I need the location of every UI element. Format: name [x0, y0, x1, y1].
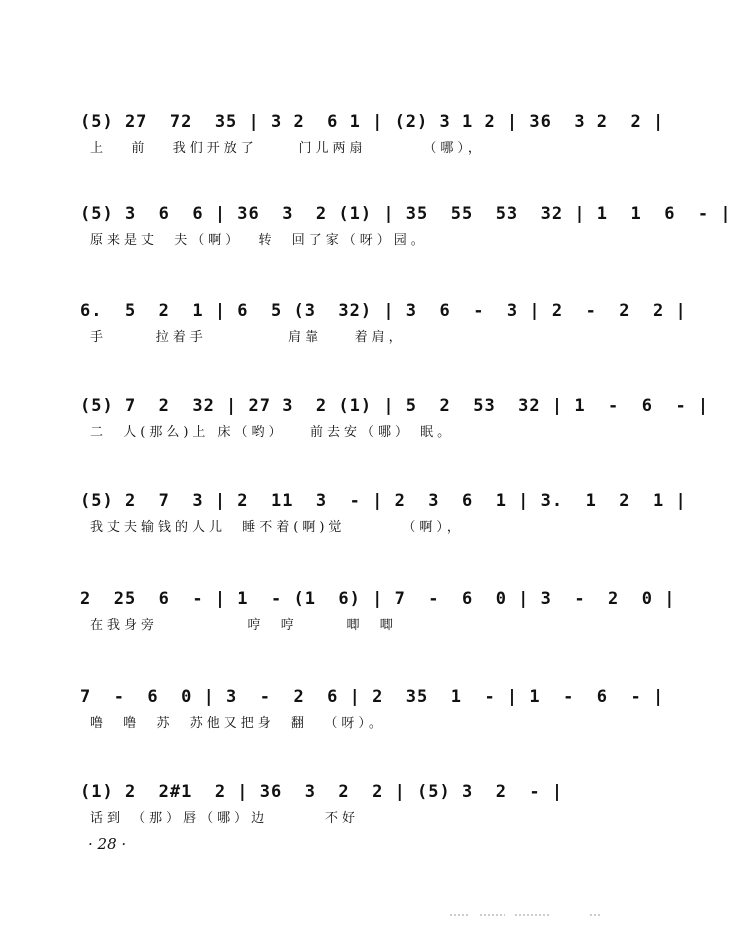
lyric-line: 我丈夫输钱的人儿 睡不着(啊)觉 （啊），	[90, 520, 464, 535]
jianpu-notes: (5) 3 6 6 | 36 3 2 (1) | 35 55 53 32 | 1 1 6 - |	[80, 204, 732, 224]
jianpu-notes: (5) 7 2 32 | 27 3 2 (1) | 5 2 53 32 | 1 - 6 - |	[80, 396, 710, 416]
jianpu-notes: (5) 27 72 35 | 3 2 6 1 | (2) 3 1 2 | 36 3 2 2 |	[80, 112, 665, 132]
score-system	[80, 585, 676, 655]
score-system	[80, 683, 665, 753]
jianpu-notes: (1) 2 2#1 2 | 36 3 2 2 | (5) 3 2 - |	[80, 782, 564, 802]
lyric-line: 噜 噜 苏 苏他又把身 翻 （呀）。	[90, 716, 386, 731]
lyric-line: 原来是丈 夫（啊） 转 回了家（呀）园。	[90, 233, 428, 248]
jianpu-notes: (5) 2 7 3 | 2 11 3 - | 2 3 6 1 | 3. 1 2 1 |	[80, 491, 687, 511]
score-system	[80, 487, 687, 557]
score-system	[80, 297, 687, 367]
lyric-line: 话到 （那）唇（哪）边 不好	[90, 811, 360, 826]
lyric-line: 上 前 我们开放了 门儿两扇 （哪），	[90, 141, 485, 156]
score-system	[80, 778, 580, 848]
lyric-line: 手 拉着手 肩靠 着肩，	[90, 330, 406, 345]
lyric-line: 在我身旁 哼 哼 唧 唧	[90, 618, 397, 633]
jianpu-notes: 7 - 6 0 | 3 - 2 6 | 2 35 1 - | 1 - 6 - |	[80, 687, 665, 707]
page-number: · 28 ·	[88, 835, 127, 853]
jianpu-notes: 6. 5 2 1 | 6 5 (3 32) | 3 6 - 3 | 2 - 2 2 |	[80, 301, 687, 321]
score-system	[80, 108, 665, 178]
lyric-line: 二 人(那么)上 床（哟） 前去安（哪） 眠。	[90, 425, 455, 440]
score-system	[80, 200, 732, 270]
jianpu-notes: 2 25 6 - | 1 - (1 6) | 7 - 6 0 | 3 - 2 0 |	[80, 589, 676, 609]
score-system	[80, 392, 710, 462]
scan-footer-marks	[440, 910, 620, 920]
